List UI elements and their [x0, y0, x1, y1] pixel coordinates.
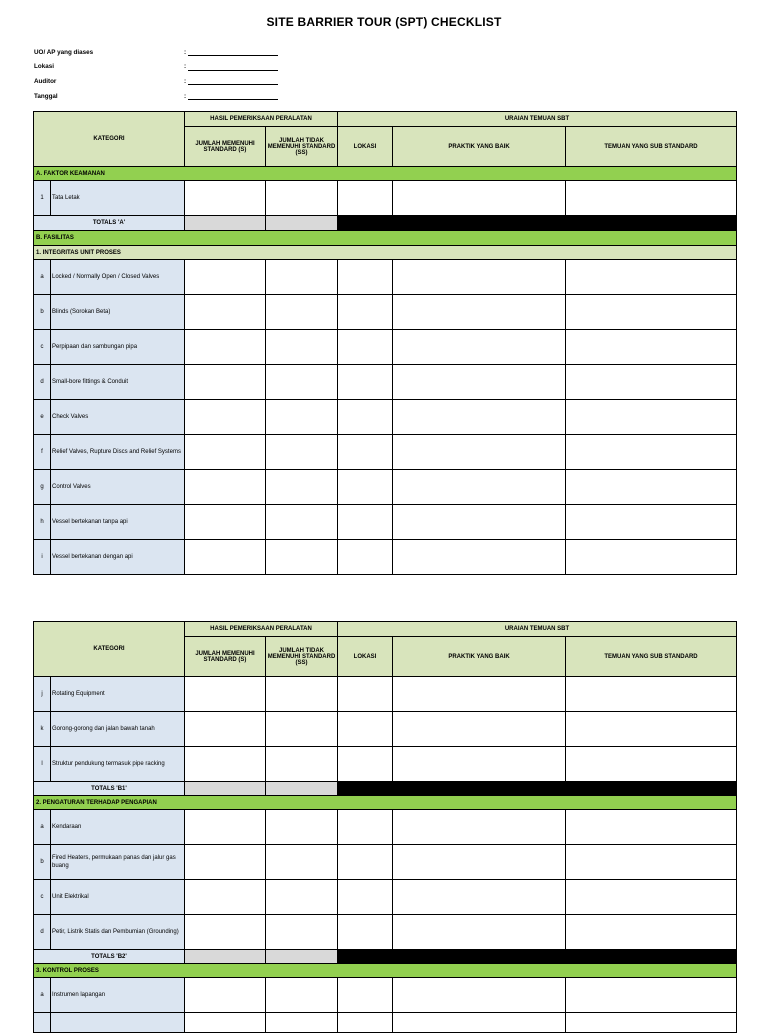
totals-row: [34, 782, 737, 796]
cell-temuan[interactable]: [566, 915, 737, 950]
item-label: Control Valves: [51, 470, 185, 505]
item-code: 1: [34, 181, 51, 216]
meta-label: UO/ AP yang diases: [34, 48, 94, 56]
cell-lokasi[interactable]: [338, 978, 393, 1013]
cell-praktik[interactable]: [393, 435, 566, 470]
totals-label: TOTALS 'B2': [34, 950, 185, 964]
totals-label: TOTALS 'B1': [34, 782, 185, 796]
cell-ss[interactable]: [266, 915, 338, 950]
cell-ss[interactable]: [266, 747, 338, 782]
cell-ss[interactable]: [266, 880, 338, 915]
header-praktik: PRAKTIK YANG BAIK: [393, 127, 566, 167]
meta-row: [34, 60, 334, 75]
item-code: g: [34, 470, 51, 505]
header-temuan: TEMUAN YANG SUB STANDARD: [566, 127, 737, 167]
totals-row: [34, 950, 737, 964]
item-code: b: [34, 295, 51, 330]
cell-s[interactable]: [185, 978, 266, 1013]
item-label: Vessel bertekanan tanpa api: [51, 505, 185, 540]
cell-s[interactable]: [185, 400, 266, 435]
cell-s[interactable]: [185, 747, 266, 782]
totals-blackout: [338, 950, 737, 964]
meta-row: [34, 45, 334, 60]
item-label: Check Valves: [51, 400, 185, 435]
cell-praktik[interactable]: [393, 260, 566, 295]
meta-row: [34, 74, 334, 89]
subsection-b1-heading: 1. INTEGRITAS UNIT PROSES: [34, 246, 737, 260]
item-code: c: [34, 330, 51, 365]
cell-ss[interactable]: [266, 540, 338, 575]
cell-temuan[interactable]: [566, 260, 737, 295]
totals-ss: [266, 216, 338, 231]
table-row: [34, 915, 737, 950]
item-code: d: [34, 365, 51, 400]
cell-s[interactable]: [185, 365, 266, 400]
meta-fields: [34, 45, 334, 103]
table-row: [34, 677, 737, 712]
item-label: Tata Letak: [51, 181, 185, 216]
cell-praktik[interactable]: [393, 747, 566, 782]
cell-temuan[interactable]: [566, 880, 737, 915]
cell-temuan[interactable]: [566, 365, 737, 400]
checklist-table-page2: [33, 621, 737, 1033]
cell-temuan[interactable]: [566, 435, 737, 470]
cell-temuan[interactable]: [566, 295, 737, 330]
table-row: [34, 712, 737, 747]
cell-praktik[interactable]: [393, 400, 566, 435]
cell-praktik[interactable]: [393, 810, 566, 845]
item-label: Vessel bertekanan dengan api: [51, 540, 185, 575]
header-hasil: HASIL PEMERIKSAAN PERALATAN: [185, 622, 338, 637]
checklist-table-page1: [33, 111, 737, 575]
cell-praktik[interactable]: [393, 880, 566, 915]
header-hasil: HASIL PEMERIKSAAN PERALATAN: [185, 112, 338, 127]
item-code: i: [34, 540, 51, 575]
item-label: Struktur pendukung termasuk pipe racking: [51, 747, 185, 782]
cell-lokasi[interactable]: [338, 435, 393, 470]
cell-praktik[interactable]: [393, 295, 566, 330]
cell-ss[interactable]: [266, 330, 338, 365]
header-kategori: KATEGORI: [34, 112, 185, 167]
header-praktik: PRAKTIK YANG BAIK: [393, 637, 566, 677]
cell-temuan[interactable]: [566, 845, 737, 880]
cell-s[interactable]: [185, 470, 266, 505]
cell-lokasi[interactable]: [338, 181, 393, 216]
table-row: [34, 880, 737, 915]
meta-row: [34, 89, 334, 104]
item-code: a: [34, 810, 51, 845]
cell-temuan[interactable]: [566, 470, 737, 505]
item-label: Gorong-gorong dan jalan bawah tanah: [51, 712, 185, 747]
header-lokasi: LOKASI: [338, 637, 393, 677]
cell-lokasi[interactable]: [338, 880, 393, 915]
table-row: [34, 435, 737, 470]
cell-praktik[interactable]: [393, 330, 566, 365]
totals-blackout: [338, 216, 737, 231]
cell-ss[interactable]: [266, 435, 338, 470]
item-label: Kendaraan: [51, 810, 185, 845]
item-code: a: [34, 260, 51, 295]
cell-lokasi[interactable]: [338, 1013, 393, 1033]
meta-label: Auditor: [34, 77, 57, 85]
totals-s: [185, 950, 266, 964]
item-code: a: [34, 978, 51, 1013]
section-a-heading: A. FAKTOR KEAMANAN: [34, 167, 737, 181]
cell-praktik[interactable]: [393, 365, 566, 400]
cell-s[interactable]: [185, 330, 266, 365]
cell-s[interactable]: [185, 435, 266, 470]
cell-lokasi[interactable]: [338, 540, 393, 575]
cell-ss[interactable]: [266, 260, 338, 295]
meta-label: Tanggal: [34, 92, 58, 100]
item-code: b: [34, 845, 51, 880]
table-row: [34, 1013, 737, 1033]
meta-label: Lokasi: [34, 63, 54, 71]
totals-label: TOTALS 'A': [34, 216, 185, 231]
cell-ss[interactable]: [266, 845, 338, 880]
table-row: [34, 330, 737, 365]
table-row: [34, 470, 737, 505]
cell-s[interactable]: [185, 712, 266, 747]
cell-s[interactable]: [185, 260, 266, 295]
item-label: Perpipaan dan sambungan pipa: [51, 330, 185, 365]
item-code: e: [34, 400, 51, 435]
cell-praktik[interactable]: [393, 677, 566, 712]
item-label: Fired Heaters, permukaan panas dan jalur gas buang: [51, 845, 185, 880]
item-label: Rotating Equipment: [51, 677, 185, 712]
cell-praktik[interactable]: [393, 181, 566, 216]
item-label: Unit Elektrikal: [51, 880, 185, 915]
cell-ss[interactable]: [266, 400, 338, 435]
header-jumlah-memenuhi: JUMLAH MEMENUHI STANDARD (S): [185, 637, 266, 677]
cell-temuan[interactable]: [566, 505, 737, 540]
totals-blackout: [338, 782, 737, 796]
cell-lokasi[interactable]: [338, 330, 393, 365]
item-code: k: [34, 712, 51, 747]
cell-temuan[interactable]: [566, 677, 737, 712]
cell-s[interactable]: [185, 1013, 266, 1033]
totals-ss: [266, 950, 338, 964]
cell-lokasi[interactable]: [338, 712, 393, 747]
cell-temuan[interactable]: [566, 810, 737, 845]
cell-praktik[interactable]: [393, 540, 566, 575]
cell-lokasi[interactable]: [338, 365, 393, 400]
header-uraian: URAIAN TEMUAN SBT: [338, 622, 737, 637]
meta-colon: :: [184, 92, 187, 100]
cell-temuan[interactable]: [566, 1013, 737, 1033]
table-row: [34, 181, 737, 216]
table-row: [34, 400, 737, 435]
page-title: SITE BARRIER TOUR (SPT) CHECKLIST: [266, 15, 502, 29]
totals-row: [34, 216, 737, 231]
cell-lokasi[interactable]: [338, 470, 393, 505]
cell-lokasi[interactable]: [338, 677, 393, 712]
cell-praktik[interactable]: [393, 470, 566, 505]
cell-s[interactable]: [185, 915, 266, 950]
item-code: d: [34, 915, 51, 950]
totals-s: [185, 782, 266, 796]
item-label: Relief Valves, Rupture Discs and Relief Systems: [51, 435, 185, 470]
cell-s[interactable]: [185, 505, 266, 540]
header-jumlah-memenuhi: JUMLAH MEMENUHI STANDARD (S): [185, 127, 266, 167]
table-row: [34, 845, 737, 880]
cell-ss[interactable]: [266, 810, 338, 845]
table-row: [34, 295, 737, 330]
meta-colon: :: [184, 77, 187, 85]
meta-colon: :: [184, 48, 187, 56]
subsection-b2-heading: 2. PENGATURAN TERHADAP PENGAPIAN: [34, 796, 737, 810]
cell-lokasi[interactable]: [338, 505, 393, 540]
cell-ss[interactable]: [266, 181, 338, 216]
cell-lokasi[interactable]: [338, 295, 393, 330]
cell-praktik[interactable]: [393, 915, 566, 950]
header-jumlah-tidak: JUMLAH TIDAK MEMENUHI STANDARD (SS): [266, 637, 338, 677]
table-row: [34, 365, 737, 400]
cell-ss[interactable]: [266, 470, 338, 505]
cell-s[interactable]: [185, 810, 266, 845]
cell-s[interactable]: [185, 181, 266, 216]
cell-praktik[interactable]: [393, 505, 566, 540]
header-jumlah-tidak: JUMLAH TIDAK MEMENUHI STANDARD (SS): [266, 127, 338, 167]
cell-temuan[interactable]: [566, 400, 737, 435]
meta-input-line[interactable]: [188, 92, 278, 100]
item-code: c: [34, 880, 51, 915]
cell-s[interactable]: [185, 677, 266, 712]
meta-input-line[interactable]: [188, 48, 278, 56]
cell-lokasi[interactable]: [338, 845, 393, 880]
item-code: [34, 1013, 51, 1033]
item-code: j: [34, 677, 51, 712]
cell-lokasi[interactable]: [338, 915, 393, 950]
cell-ss[interactable]: [266, 505, 338, 540]
cell-s[interactable]: [185, 845, 266, 880]
cell-temuan[interactable]: [566, 747, 737, 782]
header-temuan: TEMUAN YANG SUB STANDARD: [566, 637, 737, 677]
header-uraian: URAIAN TEMUAN SBT: [338, 112, 737, 127]
totals-ss: [266, 782, 338, 796]
cell-temuan[interactable]: [566, 978, 737, 1013]
totals-s: [185, 216, 266, 231]
cell-temuan[interactable]: [566, 181, 737, 216]
item-label: Petir, Listrik Statis dan Pembumian (Grounding): [51, 915, 185, 950]
item-code: h: [34, 505, 51, 540]
cell-ss[interactable]: [266, 978, 338, 1013]
cell-lokasi[interactable]: [338, 747, 393, 782]
cell-temuan[interactable]: [566, 712, 737, 747]
cell-ss[interactable]: [266, 295, 338, 330]
item-label: Instrumen lapangan: [51, 978, 185, 1013]
table-row: [34, 260, 737, 295]
cell-praktik[interactable]: [393, 712, 566, 747]
cell-ss[interactable]: [266, 365, 338, 400]
cell-ss[interactable]: [266, 1013, 338, 1033]
meta-input-line[interactable]: [188, 77, 278, 85]
item-code: f: [34, 435, 51, 470]
table-row: [34, 810, 737, 845]
header-kategori: KATEGORI: [34, 622, 185, 677]
section-b-heading: B. FASILITAS: [34, 231, 737, 246]
item-label: [51, 1013, 185, 1033]
cell-s[interactable]: [185, 295, 266, 330]
table-row: [34, 747, 737, 782]
item-label: Locked / Normally Open / Closed Valves: [51, 260, 185, 295]
table-row: [34, 978, 737, 1013]
cell-s[interactable]: [185, 880, 266, 915]
cell-ss[interactable]: [266, 677, 338, 712]
item-code: l: [34, 747, 51, 782]
cell-praktik[interactable]: [393, 978, 566, 1013]
cell-lokasi[interactable]: [338, 810, 393, 845]
cell-praktik[interactable]: [393, 1013, 566, 1033]
cell-ss[interactable]: [266, 712, 338, 747]
item-label: Small-bore fittings & Conduit: [51, 365, 185, 400]
meta-colon: :: [184, 63, 187, 71]
cell-lokasi[interactable]: [338, 400, 393, 435]
cell-lokasi[interactable]: [338, 260, 393, 295]
table-row: [34, 505, 737, 540]
cell-temuan[interactable]: [566, 330, 737, 365]
cell-praktik[interactable]: [393, 845, 566, 880]
table-row: [34, 540, 737, 575]
cell-s[interactable]: [185, 540, 266, 575]
cell-temuan[interactable]: [566, 540, 737, 575]
header-lokasi: LOKASI: [338, 127, 393, 167]
meta-input-line[interactable]: [188, 63, 278, 71]
item-label: Blinds (Sorokan Beta): [51, 295, 185, 330]
subsection-b3-heading: 3. KONTROL PROSES: [34, 964, 737, 978]
